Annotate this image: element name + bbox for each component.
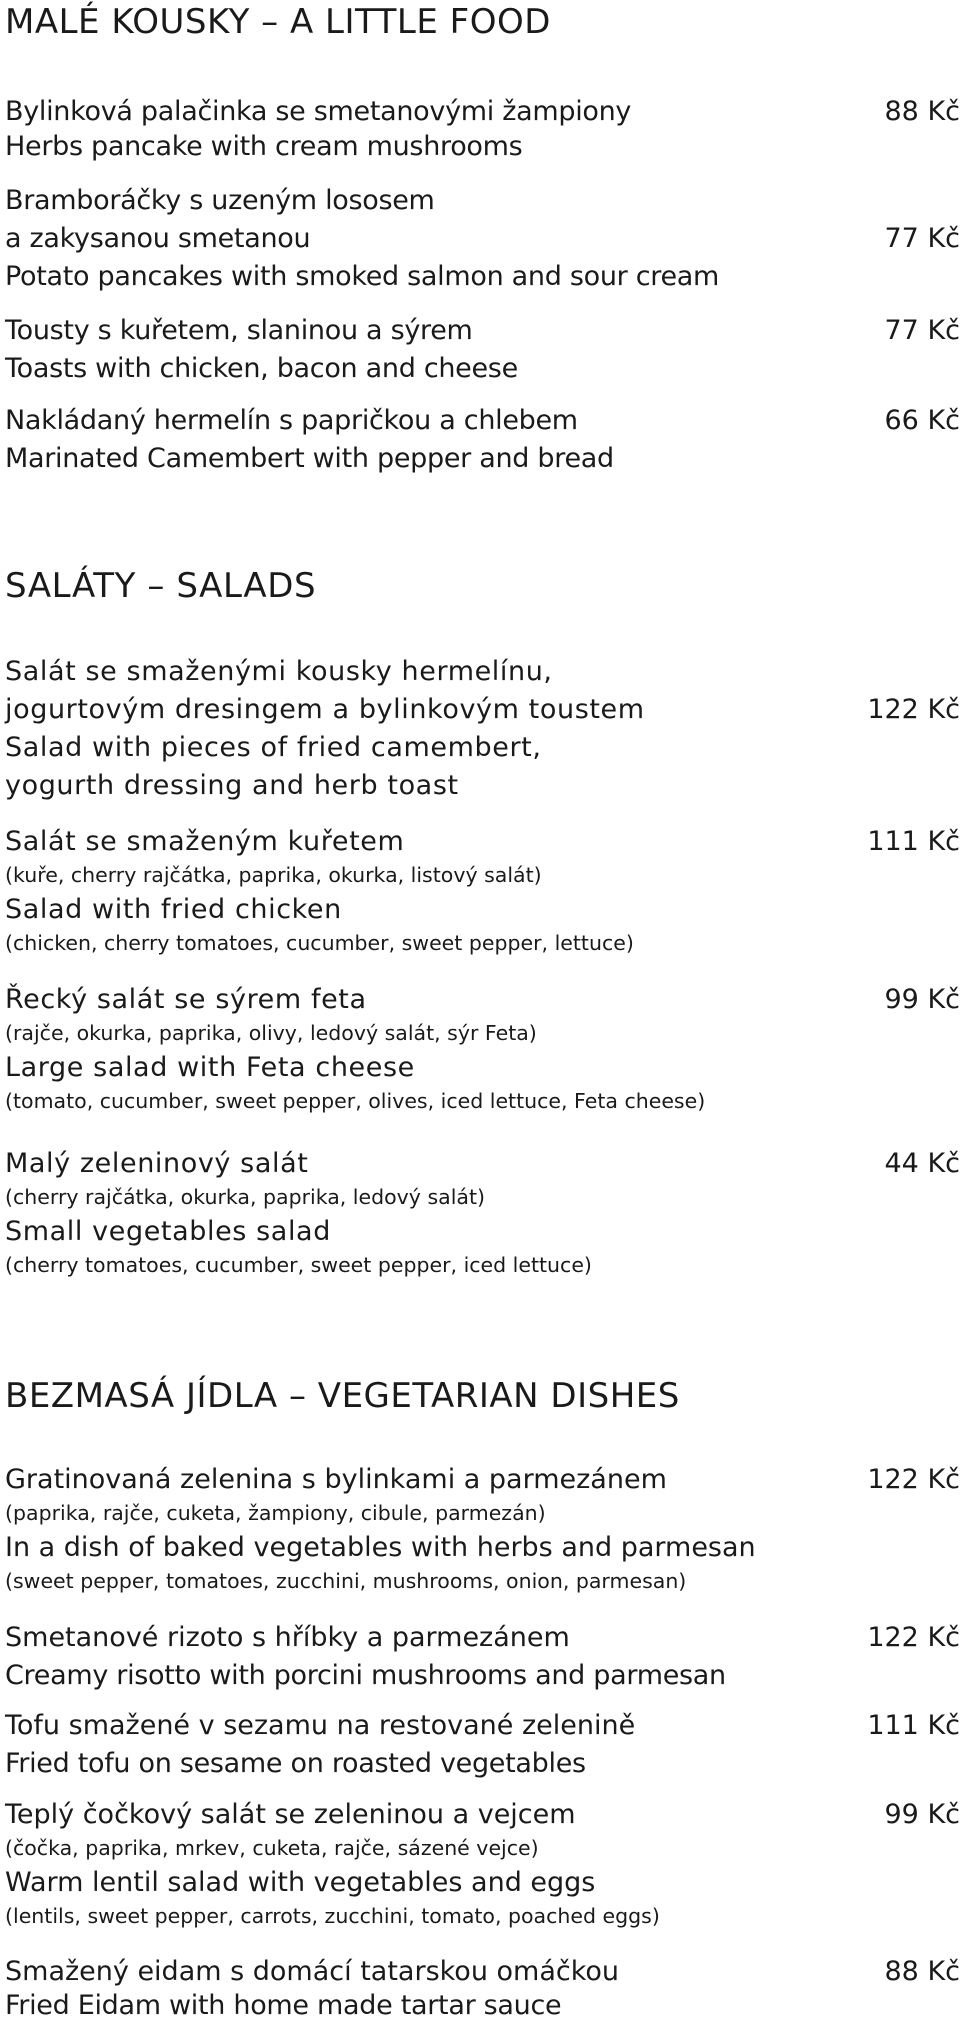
item-name-en: Herbs pancake with cream mushrooms	[5, 130, 522, 164]
item-name-cz: Salát se smaženými kousky hermelínu,	[5, 655, 553, 689]
item-ingredients-en: (cherry tomatoes, cucumber, sweet pepper, iced lettuce)	[5, 1251, 592, 1279]
item-ingredients-cz: (kuře, cherry rajčátka, paprika, okurka, listový salát)	[5, 861, 542, 889]
item-ingredients-cz: (cherry rajčátka, okurka, paprika, ledový salát)	[5, 1183, 485, 1211]
item-ingredients-en: (tomato, cucumber, sweet pepper, olives, iced lettuce, Feta cheese)	[5, 1087, 705, 1115]
item-name-cz: Bramboráčky s uzeným lososem	[5, 184, 435, 218]
item-name-en: yogurth dressing and herb toast	[5, 769, 459, 803]
item-price: 44 Kč	[885, 1147, 960, 1181]
item-price: 99 Kč	[885, 1798, 960, 1832]
item-ingredients-en: (chicken, cherry tomatoes, cucumber, sweet pepper, lettuce)	[5, 929, 634, 957]
item-ingredients-en: (sweet pepper, tomatoes, zucchini, mushrooms, onion, parmesan)	[5, 1567, 686, 1595]
item-price: 88 Kč	[885, 95, 960, 129]
item-ingredients-cz: (čočka, paprika, mrkev, cuketa, rajče, sázené vejce)	[5, 1834, 539, 1862]
item-price: 66 Kč	[885, 404, 960, 438]
item-name-cz: Bylinková palačinka se smetanovými žampiony	[5, 95, 631, 129]
item-name-en: Toasts with chicken, bacon and cheese	[5, 352, 518, 386]
item-price: 122 Kč	[867, 1621, 960, 1655]
item-name-en: In a dish of baked vegetables with herbs and parmesan	[5, 1531, 756, 1565]
item-ingredients-cz: (paprika, rajče, cuketa, žampiony, cibule, parmezán)	[5, 1499, 546, 1527]
section-title-little-food: MALÉ KOUSKY – A LITTLE FOOD	[5, 2, 551, 42]
item-name-en: Fried tofu on sesame on roasted vegetables	[5, 1747, 586, 1781]
item-price: 122 Kč	[867, 1463, 960, 1497]
item-name-en: Marinated Camembert with pepper and bread	[5, 442, 614, 476]
item-price: 88 Kč	[885, 1955, 960, 1989]
item-ingredients-cz: (rajče, okurka, paprika, olivy, ledový salát, sýr Feta)	[5, 1019, 537, 1047]
item-name-cz: Tofu smažené v sezamu na restované zelenině	[5, 1709, 635, 1743]
item-price: 111 Kč	[867, 825, 960, 859]
item-name-cz: Teplý čočkový salát se zeleninou a vejcem	[5, 1798, 576, 1832]
item-price: 122 Kč	[867, 693, 960, 727]
item-name-cz: Nakládaný hermelín s papričkou a chlebem	[5, 404, 578, 438]
item-name-en: Warm lentil salad with vegetables and eggs	[5, 1866, 595, 1900]
item-name-en: Salad with pieces of fried camembert,	[5, 731, 542, 765]
item-name-cz: Gratinovaná zelenina s bylinkami a parmezánem	[5, 1463, 667, 1497]
item-name-cz: Salát se smaženým kuřetem	[5, 825, 404, 859]
item-ingredients-en: (lentils, sweet pepper, carrots, zucchini, tomato, poached eggs)	[5, 1902, 660, 1930]
item-name-en: Large salad with Feta cheese	[5, 1051, 415, 1085]
item-name-en: Small vegetables salad	[5, 1215, 331, 1249]
item-price: 99 Kč	[885, 983, 960, 1017]
section-title-salads: SALÁTY – SALADS	[5, 566, 316, 606]
item-name-en: Fried Eidam with home made tartar sauce	[5, 1989, 561, 2023]
item-name-cz: Smetanové rizoto s hříbky a parmezánem	[5, 1621, 570, 1655]
item-price: 111 Kč	[867, 1709, 960, 1743]
item-name-en: Potato pancakes with smoked salmon and sour cream	[5, 260, 719, 294]
item-name-en: Creamy risotto with porcini mushrooms and parmesan	[5, 1659, 726, 1693]
item-name-cz: a zakysanou smetanou	[5, 222, 310, 256]
item-name-cz: Smažený eidam s domácí tatarskou omáčkou	[5, 1955, 619, 1989]
item-price: 77 Kč	[885, 222, 960, 256]
item-price: 77 Kč	[885, 314, 960, 348]
item-name-cz: Tousty s kuřetem, slaninou a sýrem	[5, 314, 473, 348]
item-name-cz: Malý zeleninový salát	[5, 1147, 308, 1181]
item-name-en: Salad with fried chicken	[5, 893, 342, 927]
item-name-cz: Řecký salát se sýrem feta	[5, 983, 367, 1017]
section-title-vegetarian: BEZMASÁ JÍDLA – VEGETARIAN DISHES	[5, 1376, 680, 1416]
item-name-cz: jogurtovým dresingem a bylinkovým toustem	[5, 693, 645, 727]
